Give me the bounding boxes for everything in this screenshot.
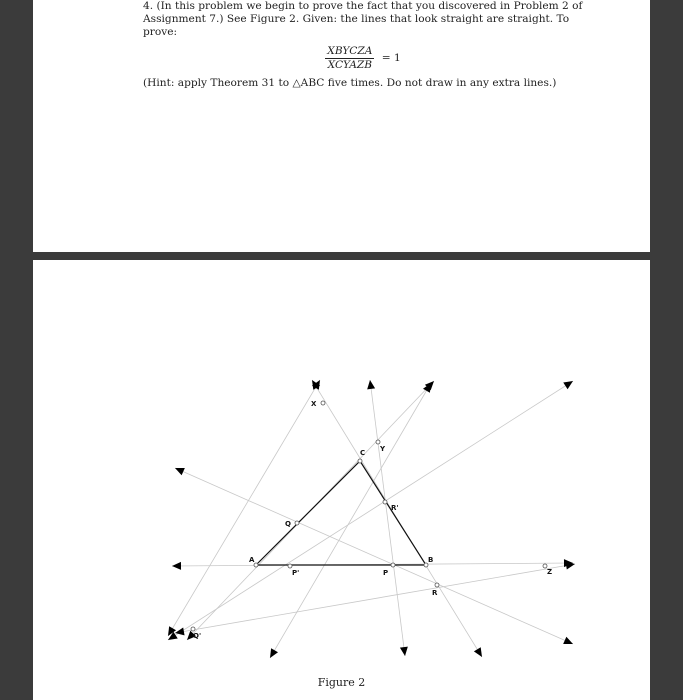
hint-text: (Hint: apply Theorem 31 to △ABC five times. Do not draw in any extra lines.) bbox=[143, 77, 557, 89]
fraction-denominator: XCYAZB bbox=[327, 59, 373, 71]
line-QR bbox=[175, 468, 573, 644]
label-Pp: P' bbox=[292, 569, 300, 577]
line-XR-arrow-end bbox=[474, 647, 482, 657]
label-Z: Z bbox=[547, 568, 553, 576]
equals-one: = 1 bbox=[381, 52, 401, 64]
label-Y: Y bbox=[380, 445, 386, 453]
point-Qp bbox=[191, 627, 195, 631]
line-PY-arrow-start bbox=[367, 380, 375, 389]
label-P: P bbox=[383, 569, 389, 577]
label-Rp: R' bbox=[391, 504, 399, 512]
label-R: R bbox=[432, 589, 438, 597]
problem-number: 4. bbox=[143, 0, 154, 12]
line-AC bbox=[168, 380, 320, 636]
point-Pp bbox=[288, 564, 292, 568]
line-PY bbox=[370, 380, 405, 656]
figure-caption: Figure 2 bbox=[317, 676, 366, 689]
point-Y bbox=[376, 440, 380, 444]
problem-body: (In this problem we begin to prove the fact that you discovered in Problem 2 of Assignment 7.) See Figure 2. Given: the lines that look straight are straight. To prove: bbox=[143, 0, 583, 38]
line-AB-arrow-start bbox=[172, 562, 181, 570]
point-C bbox=[358, 459, 362, 463]
line-QpRp-arrow-end bbox=[563, 381, 573, 389]
point-R bbox=[435, 583, 439, 587]
label-Qp: Q' bbox=[193, 632, 202, 640]
label-A: A bbox=[249, 556, 255, 564]
point-X bbox=[321, 401, 325, 405]
label-B: B bbox=[428, 556, 434, 564]
line-QpRp bbox=[168, 381, 573, 640]
point-P bbox=[391, 563, 395, 567]
label-X: X bbox=[311, 400, 317, 408]
line-BC-arrow-end bbox=[270, 648, 278, 658]
point-Rp bbox=[383, 500, 387, 504]
fraction-numerator: XBYCZA bbox=[327, 45, 373, 57]
point-Q bbox=[295, 521, 299, 525]
line-QpZ bbox=[175, 564, 575, 633]
label-Q: Q bbox=[285, 520, 291, 528]
triangle-ABC bbox=[256, 461, 426, 565]
label-C: C bbox=[360, 449, 366, 457]
line-PY-arrow-end bbox=[400, 647, 408, 656]
point-A bbox=[254, 563, 258, 567]
